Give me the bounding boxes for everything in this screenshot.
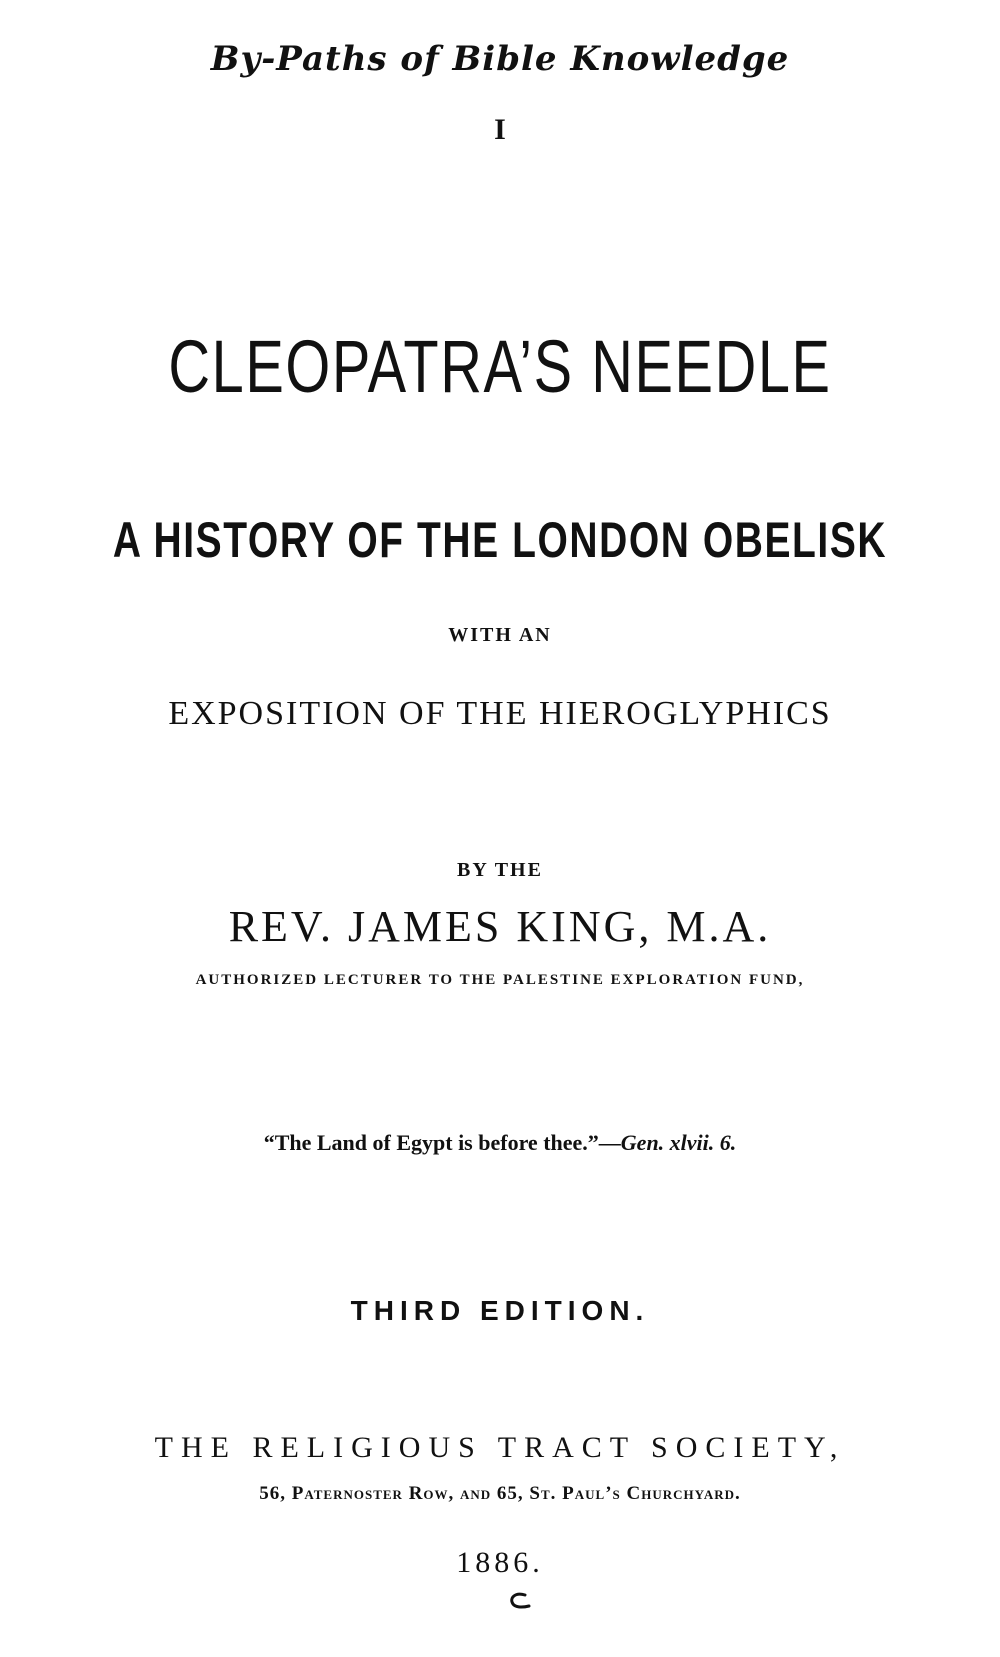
epigraph-citation: Gen. xlvii. 6. (620, 1130, 737, 1155)
printer-mark (505, 1590, 535, 1612)
epigraph-quote: “The Land of Egypt is before thee.”— (263, 1130, 621, 1155)
series-title: By-Paths of Bible Knowledge (210, 39, 790, 79)
epigraph (0, 1132, 1000, 1154)
publisher-name: THE RELIGIOUS TRACT SOCIETY, (154, 1431, 846, 1464)
author-name: REV. JAMES KING, M.A. (228, 902, 772, 951)
book-subtitle: A HISTORY OF THE LONDON OBELISK (112, 512, 888, 568)
by-the-text: BY THE (457, 859, 543, 881)
with-an-text: WITH AN (448, 624, 552, 646)
exposition-text: EXPOSITION OF THE HIEROGLYPHICS (168, 695, 832, 732)
author-credential: AUTHORIZED LECTURER TO THE PALESTINE EXPLORATION FUND, (195, 972, 805, 988)
edition-text: THIRD EDITION. (350, 1295, 650, 1326)
book-title: CLEOPATRA’S NEEDLE (168, 325, 832, 408)
volume-number: I (494, 113, 506, 146)
publication-year: 1886. (456, 1546, 544, 1579)
publisher-address: 56, Paternoster Row, and 65, St. Paul’s Churchyard. (259, 1483, 741, 1504)
